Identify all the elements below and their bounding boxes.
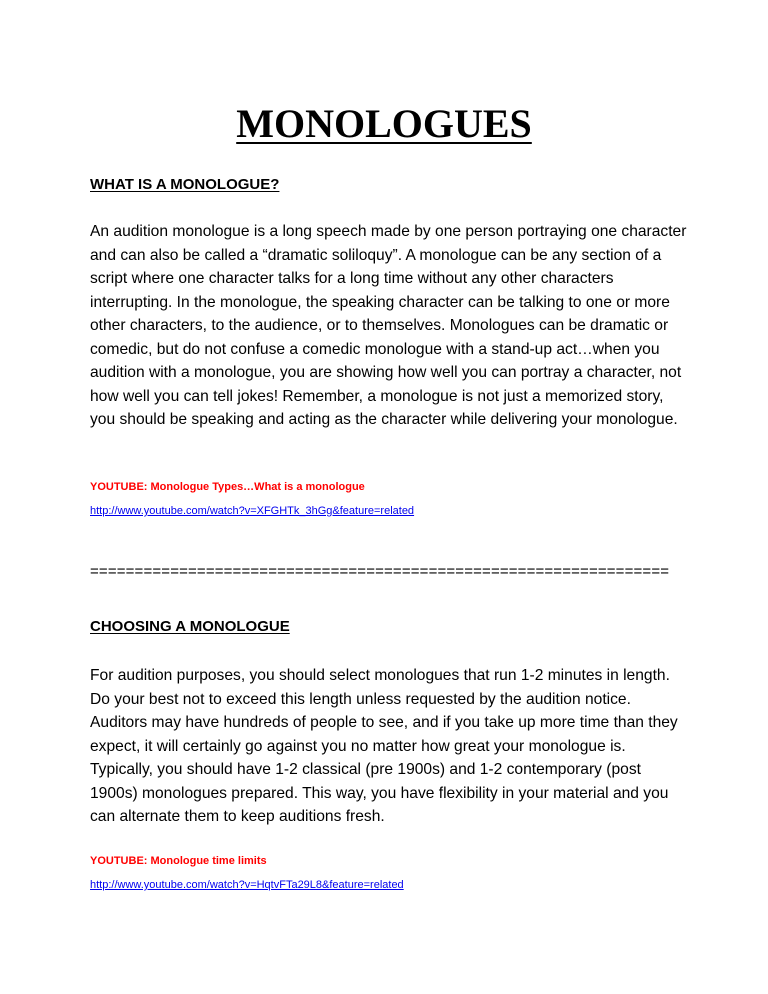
youtube-label-monologue-types: YOUTUBE: Monologue Types…What is a monologue bbox=[90, 481, 365, 493]
section-paragraph-choosing: For audition purposes, you should select monologues that run 1-2 minutes in length. Do your best not to exceed this length unless requested by the audition notice. Auditors may have hundreds of people to see, and if you take up more time than they expect, it will certainly go against you no matter how great your monologue is. Typically, you should have 1-2 classical (pre 1900s) and 1-2 contemporary (post 1900s) monologues prepared. This way, you have flexibility in your material and you can alternate them to keep auditions fresh. bbox=[90, 667, 678, 825]
youtube-label-time-limits: YOUTUBE: Monologue time limits bbox=[90, 855, 267, 867]
page-title bbox=[0, 96, 768, 152]
section-heading-choosing: CHOOSING A MONOLOGUE bbox=[90, 618, 290, 635]
page-title-text: MONOLOGUES bbox=[236, 101, 532, 146]
section-heading-what-is: WHAT IS A MONOLOGUE? bbox=[90, 176, 280, 193]
section-paragraph-what-is: An audition monologue is a long speech made by one person portraying one character and can also be called a “dramatic soliloquy”. A monologue can be any section of a script where one character talks for a long time without any other characters interrupting. In the monologue, the speaking character can be talking to one or more other characters, to the audience, or to themselves. Monologues can be dramatic or comedic, but do not confuse a comedic monologue with a stand-up act…when you audition with a monologue, you are showing how well you can portray a character, not how well you can tell jokes! Remember, a monologue is not just a memorized story, you should be speaking and acting as the character while delivering your monologue. bbox=[90, 223, 687, 428]
section-divider: ================================================================= bbox=[90, 563, 670, 580]
youtube-link-monologue-types[interactable]: http://www.youtube.com/watch?v=XFGHTk_3hGg&feature=related bbox=[90, 505, 415, 517]
youtube-link-time-limits[interactable]: http://www.youtube.com/watch?v=HqtvFTa29L8&feature=related bbox=[90, 879, 404, 891]
